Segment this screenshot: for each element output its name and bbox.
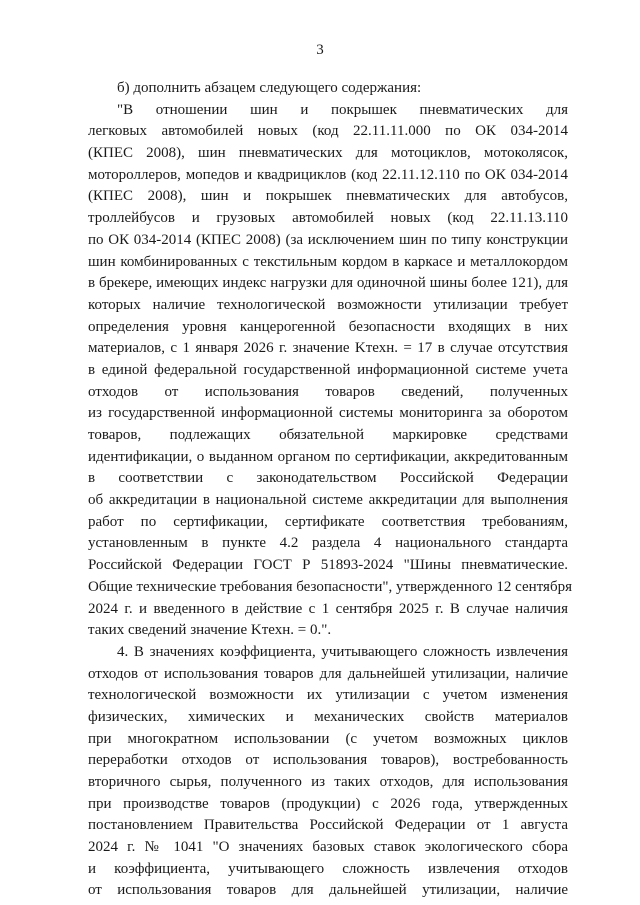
text-line: отходов от использования товаров для дальнейшей утилизации, наличие <box>88 665 568 682</box>
text-line: вторичного сырья, полученного из таких отходов, для использования <box>88 774 568 790</box>
text-line: работ по сертификации, сертификате соответствия требованиям, <box>88 513 568 530</box>
text-line: легковых автомобилей новых (код 22.11.11.000 по ОК 034-2014 <box>88 123 568 140</box>
text-line: 4. В значениях коэффициента, учитывающего сложность извлечения <box>117 643 568 660</box>
text-line: "В отношении шин и покрышек пневматических для <box>117 101 568 118</box>
text-line: отходов от использования товаров сведений, полученных <box>88 383 568 400</box>
text-line: Общие технические требования безопасности", утвержденного 12 сентября <box>88 578 572 595</box>
text-line: об аккредитации в национальной системе аккредитации для выполнения <box>88 492 568 509</box>
text-line: 2024 г. и введенного в действие с 1 сентября 2025 г. В случае наличия <box>88 600 568 617</box>
text-line: Российской Федерации ГОСТ Р 51893-2024 "Шины пневматические. <box>88 557 568 574</box>
text-line: при производстве товаров (продукции) с 2026 года, утвержденных <box>88 795 568 812</box>
text-line: от использования товаров для дальнейшей утилизации, наличие <box>88 882 568 899</box>
text-line: и коэффициента, учитывающего сложность извлечения отходов <box>88 860 568 877</box>
text-line: постановлением Правительства Российской Федерации от 1 августа <box>88 817 568 834</box>
text-line: б) дополнить абзацем следующего содержания: <box>117 80 422 96</box>
text-line: технологической возможности их утилизации с учетом изменения <box>88 687 568 704</box>
text-line: шин комбинированных с текстильным кордом в каркасе и металлокордом <box>88 253 568 270</box>
text-line: установленным в пункте 4.2 раздела 4 национального стандарта <box>88 535 568 552</box>
text-line: в единой федеральной государственной информационной системе учета <box>88 361 568 378</box>
text-line: определения уровня канцерогенной безопасности входящих в них <box>88 318 568 335</box>
text-line: переработки отходов от использования товаров), востребованность <box>88 752 568 769</box>
text-line: в брекере, имеющих индекс нагрузки для одиночной шины более 121), для <box>88 275 568 292</box>
text-line: физических, химических и механических свойств материалов <box>88 708 568 725</box>
text-line: при многократном использовании (с учетом возможных циклов <box>88 730 568 747</box>
text-line: которых наличие технологической возможности утилизации требует <box>88 296 568 313</box>
text-line: 2024 г. № 1041 "О значениях базовых ставок экологического сбора <box>88 839 568 856</box>
text-line: троллейбусов и грузовых автомобилей новых (код 22.11.13.110 <box>88 210 568 227</box>
text-line: идентификации, о выданном органом по сертификации, аккредитованным <box>88 448 568 465</box>
document-body <box>88 78 572 902</box>
text-line: мотороллеров, мопедов и квадрициклов (код 22.11.12.110 по ОК 034-2014 <box>88 166 568 183</box>
text-line: в соответствии с законодательством Российской Федерации <box>88 470 568 487</box>
text-line: (КПЕС 2008), шин пневматических для мотоциклов, мотоколясок, <box>88 145 568 162</box>
text-line: таких сведений значение Kтехн. = 0.". <box>88 622 332 639</box>
text-line: товаров, подлежащих обязательной маркировке средствами <box>88 427 568 443</box>
text-line: по ОК 034-2014 (КПЕС 2008) (за исключением шин по типу конструкции <box>88 231 568 248</box>
page-number: 3 <box>316 42 324 58</box>
text-line: материалов, с 1 января 2026 г. значение Kтехн. = 17 в случае отсутствия <box>88 340 568 357</box>
text-line: из государственной информационной системы мониторинга за оборотом <box>88 405 568 422</box>
text-line: (КПЕС 2008), шин и покрышек пневматических для автобусов, <box>88 188 568 205</box>
